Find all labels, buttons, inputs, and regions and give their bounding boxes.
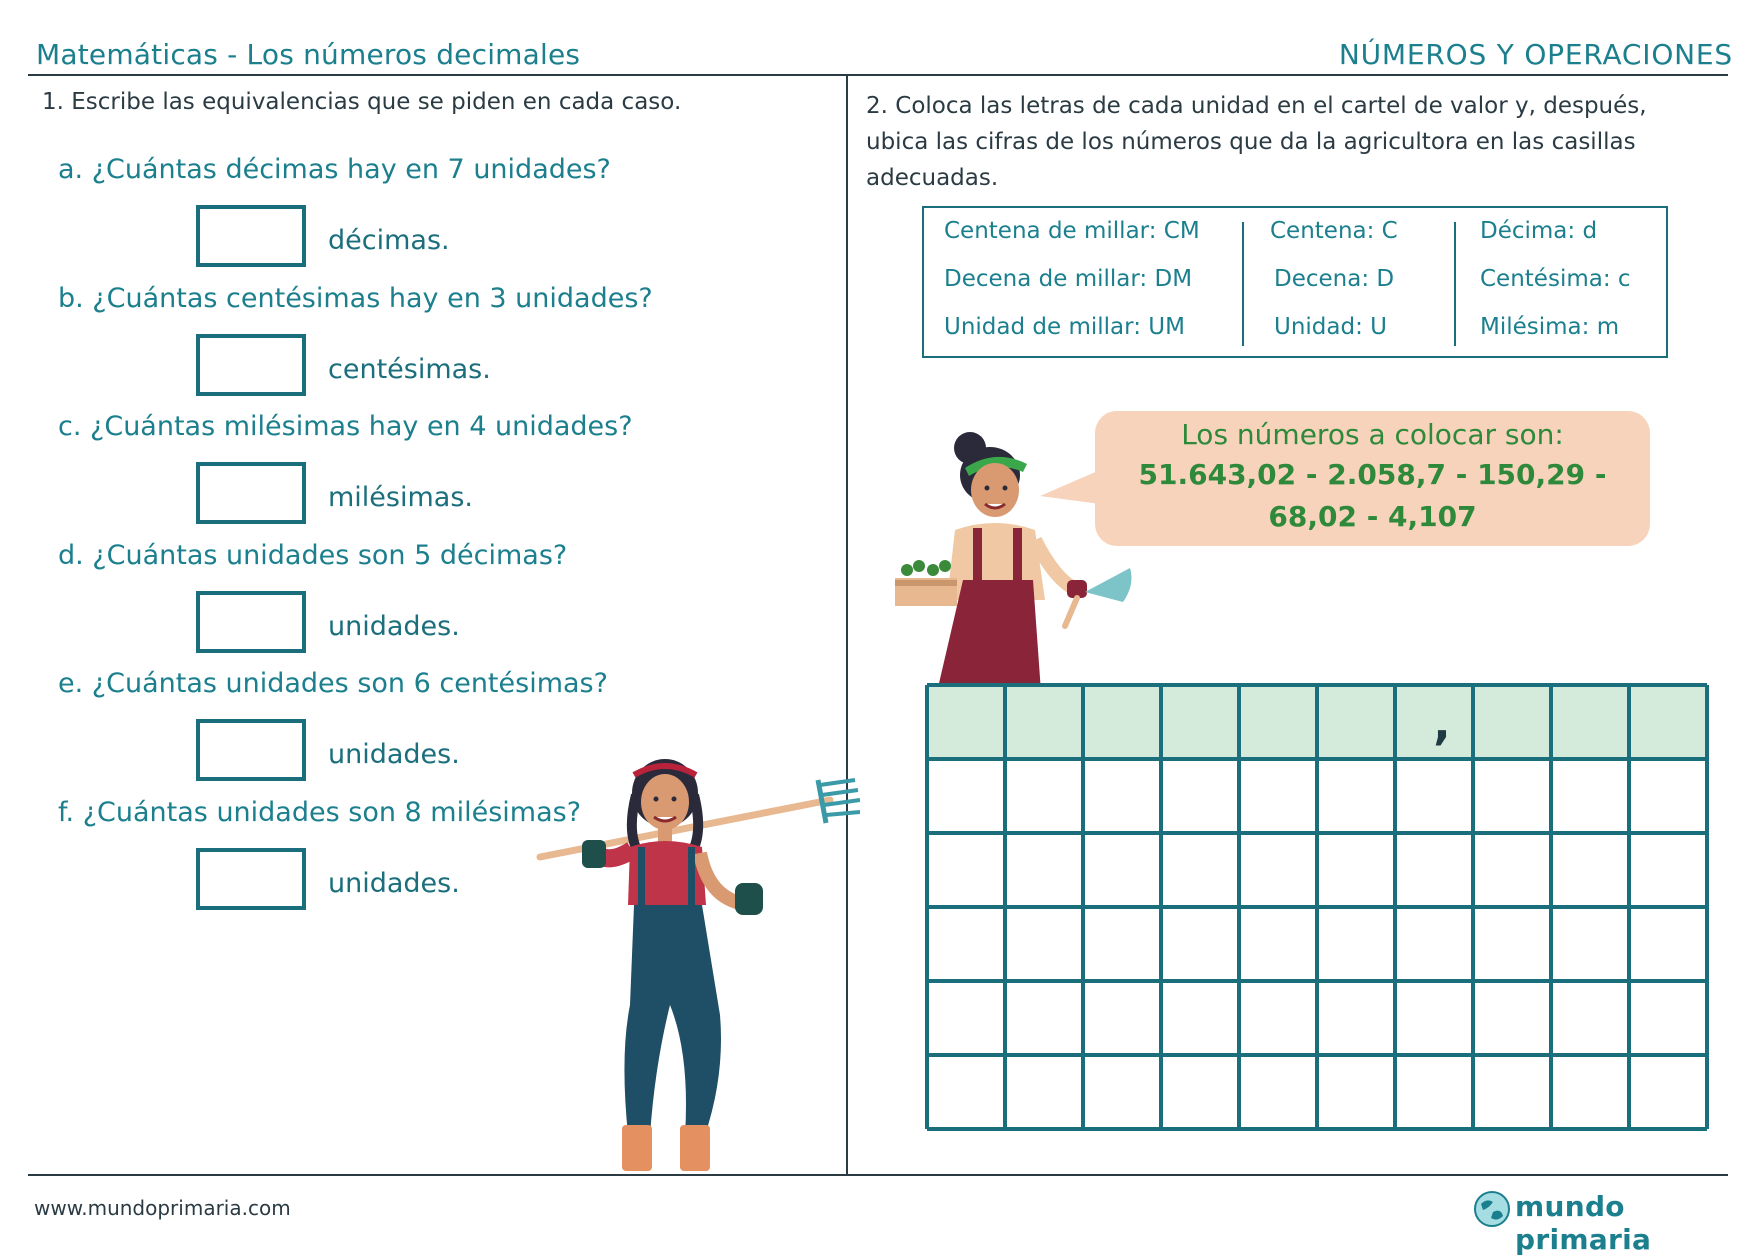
question-c: c. ¿Cuántas milésimas hay en 4 unidades? <box>58 411 633 442</box>
grid-cell[interactable] <box>1551 1055 1629 1129</box>
legend-separator <box>1454 222 1456 346</box>
grid-header-cell[interactable] <box>1083 685 1161 759</box>
grid-cell[interactable] <box>1395 981 1473 1055</box>
grid-header-cell[interactable] <box>927 685 1005 759</box>
grid-cell[interactable] <box>1161 907 1239 981</box>
grid-header-cell[interactable] <box>1473 685 1551 759</box>
grid-cell[interactable] <box>1629 907 1707 981</box>
grid-cell[interactable] <box>1083 907 1161 981</box>
answer-box-f[interactable] <box>196 848 306 910</box>
grid-cell[interactable] <box>1473 759 1551 833</box>
legend-um: Unidad de millar: UM <box>944 314 1185 340</box>
grid-cell[interactable] <box>1629 1055 1707 1129</box>
grid-cell[interactable] <box>1239 981 1317 1055</box>
answer-unit-d: unidades. <box>328 611 460 642</box>
answer-unit-f: unidades. <box>328 868 460 899</box>
grid-header-cell[interactable] <box>1005 685 1083 759</box>
grid-cell[interactable] <box>1395 833 1473 907</box>
grid-header-cell[interactable] <box>1317 685 1395 759</box>
grid-cell[interactable] <box>1005 981 1083 1055</box>
farmer-with-trowel-illustration <box>895 430 1165 692</box>
place-value-grid[interactable] <box>925 683 1715 1143</box>
grid-cell[interactable] <box>1161 981 1239 1055</box>
grid-cell[interactable] <box>1005 1055 1083 1129</box>
grid-cell[interactable] <box>1629 759 1707 833</box>
answer-box-a[interactable] <box>196 205 306 267</box>
farmer-with-pitchfork-illustration <box>530 755 860 1175</box>
legend-decima: Décima: d <box>1480 218 1598 244</box>
grid-cell[interactable] <box>1395 1055 1473 1129</box>
answer-unit-b: centésimas. <box>328 354 491 385</box>
grid-cell[interactable] <box>1161 833 1239 907</box>
grid-cell[interactable] <box>1395 759 1473 833</box>
grid-cell[interactable] <box>1551 907 1629 981</box>
answer-unit-e: unidades. <box>328 739 460 770</box>
grid-cell[interactable] <box>1395 907 1473 981</box>
grid-cell[interactable] <box>1005 759 1083 833</box>
page-title: Matemáticas - Los números decimales <box>36 38 581 71</box>
grid-cell[interactable] <box>1083 981 1161 1055</box>
answer-unit-c: milésimas. <box>328 482 473 513</box>
legend-c: Centena: C <box>1270 218 1398 244</box>
answer-box-e[interactable] <box>196 719 306 781</box>
answer-box-d[interactable] <box>196 591 306 653</box>
header-divider <box>28 74 1728 76</box>
grid-header-cell[interactable] <box>1629 685 1707 759</box>
bubble-numbers-line1: 51.643,02 - 2.058,7 - 150,29 - <box>1138 458 1607 491</box>
grid-cell[interactable] <box>1239 1055 1317 1129</box>
logo-text: mundo primaria <box>1515 1190 1652 1256</box>
answer-unit-a: décimas. <box>328 225 450 256</box>
grid-cell[interactable] <box>1239 759 1317 833</box>
footer-divider <box>28 1174 1728 1176</box>
grid-cell[interactable] <box>1629 981 1707 1055</box>
question-e: e. ¿Cuántas unidades son 6 centésimas? <box>58 668 608 699</box>
question-f: f. ¿Cuántas unidades son 8 milésimas? <box>58 797 582 828</box>
section-title: NÚMEROS Y OPERACIONES <box>1338 38 1733 71</box>
grid-cell[interactable] <box>1473 1055 1551 1129</box>
grid-cell[interactable] <box>927 1055 1005 1129</box>
grid-cell[interactable] <box>1005 907 1083 981</box>
grid-cell[interactable] <box>1239 907 1317 981</box>
grid-cell[interactable] <box>927 981 1005 1055</box>
bubble-intro: Los números a colocar son: <box>1181 418 1564 451</box>
place-value-legend <box>922 206 1668 358</box>
question-b: b. ¿Cuántas centésimas hay en 3 unidades? <box>58 283 653 314</box>
grid-cell[interactable] <box>927 759 1005 833</box>
bubble-numbers-line2: 68,02 - 4,107 <box>1268 500 1477 533</box>
grid-cell[interactable] <box>1629 833 1707 907</box>
question-d: d. ¿Cuántas unidades son 5 décimas? <box>58 540 568 571</box>
answer-box-c[interactable] <box>196 462 306 524</box>
globe-logo-icon <box>1473 1190 1511 1228</box>
legend-centesima: Centésima: c <box>1480 266 1631 292</box>
exercise2-instructions: 2. Coloca las letras de cada unidad en el cartel de valor y, después, ubica las cifras de los números que da la agricultora en las casillas adecuadas. <box>866 93 1647 191</box>
grid-cell[interactable] <box>1317 833 1395 907</box>
grid-cell[interactable] <box>1083 833 1161 907</box>
question-a: a. ¿Cuántas décimas hay en 7 unidades? <box>58 154 611 185</box>
grid-cell[interactable] <box>1473 907 1551 981</box>
exercise1-title: 1. Escribe las equivalencias que se piden en cada caso. <box>42 89 682 115</box>
decimal-comma: , <box>1433 696 1451 750</box>
grid-cell[interactable] <box>1005 833 1083 907</box>
grid-cell[interactable] <box>927 907 1005 981</box>
grid-cell[interactable] <box>927 833 1005 907</box>
grid-cell[interactable] <box>1551 981 1629 1055</box>
legend-cm: Centena de millar: CM <box>944 218 1200 244</box>
answer-box-b[interactable] <box>196 334 306 396</box>
legend-milesima: Milésima: m <box>1480 314 1620 340</box>
grid-header-cell[interactable] <box>1161 685 1239 759</box>
grid-cell[interactable] <box>1317 981 1395 1055</box>
grid-cell[interactable] <box>1161 1055 1239 1129</box>
legend-dm: Decena de millar: DM <box>944 266 1193 292</box>
grid-cell[interactable] <box>1317 1055 1395 1129</box>
grid-cell[interactable] <box>1551 759 1629 833</box>
grid-cell[interactable] <box>1161 759 1239 833</box>
footer-url: www.mundoprimaria.com <box>34 1196 291 1220</box>
grid-cell[interactable] <box>1317 759 1395 833</box>
grid-cell[interactable] <box>1083 1055 1161 1129</box>
grid-cell[interactable] <box>1473 981 1551 1055</box>
grid-header-cell[interactable] <box>1551 685 1629 759</box>
grid-header-cell[interactable] <box>1239 685 1317 759</box>
grid-cell[interactable] <box>1551 833 1629 907</box>
legend-d: Decena: D <box>1274 266 1395 292</box>
grid-cell[interactable] <box>1083 759 1161 833</box>
grid-cell[interactable] <box>1239 833 1317 907</box>
legend-separator <box>1242 222 1244 346</box>
grid-cell[interactable] <box>1473 833 1551 907</box>
legend-u: Unidad: U <box>1274 314 1387 340</box>
grid-cell[interactable] <box>1317 907 1395 981</box>
